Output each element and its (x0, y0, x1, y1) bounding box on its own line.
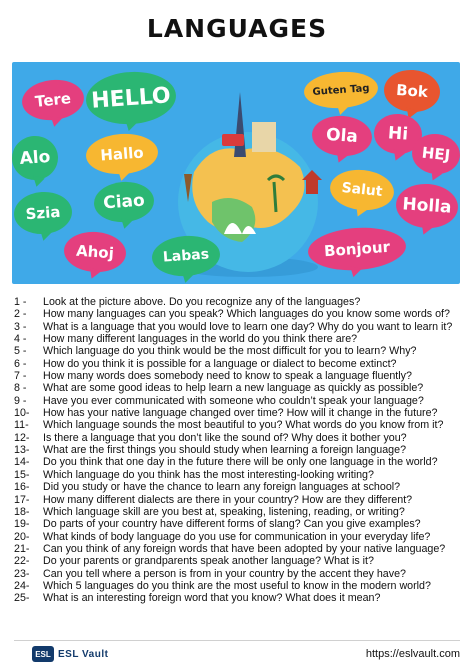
question-number: 21- (14, 542, 30, 555)
question-item (14, 456, 470, 468)
greeting-text: Szia (25, 202, 61, 224)
question-number: 25- (14, 592, 30, 605)
question-text: What is a language that you would love to learn one day? Why do you want to learn it? (43, 320, 453, 333)
question-item (14, 407, 470, 419)
question-item (14, 531, 470, 543)
footer-divider (14, 640, 460, 641)
question-number: 1 - (14, 296, 27, 308)
greeting-text: Ahoj (75, 241, 115, 263)
question-number: 3 - (14, 320, 27, 333)
question-number: 18- (14, 505, 30, 518)
esl-vault-logo: ESL (32, 646, 54, 662)
question-number: 24- (14, 579, 30, 592)
question-item (14, 469, 470, 481)
question-text: What are some good ideas to help learn a new language as quickly as possible? (43, 382, 424, 395)
question-text: Which 5 languages do you think are the most useful to know in the modern world? (43, 579, 431, 592)
question-text: What kinds of body language do you use for communication in your everyday life? (43, 530, 431, 543)
question-item (14, 345, 470, 357)
greeting-text: Hi (387, 123, 409, 145)
question-number: 20- (14, 530, 30, 543)
greeting-text: Holla (401, 194, 453, 218)
question-number: 7 - (14, 370, 27, 383)
question-number: 8 - (14, 382, 27, 395)
greeting-text: Guten Tag (312, 82, 370, 98)
question-item (14, 592, 470, 604)
greeting-text: Salut (340, 179, 384, 201)
question-item (14, 333, 470, 345)
question-number: 5 - (14, 345, 27, 358)
languages-illustration (12, 62, 460, 284)
question-item (14, 296, 470, 308)
question-text: What are the first things you should study when learning a foreign language? (43, 444, 407, 457)
question-item (14, 506, 470, 518)
question-item (14, 358, 470, 370)
question-number: 6 - (14, 357, 27, 370)
question-number: 4 - (14, 333, 27, 346)
question-text: How has your native language changed over time? How will it change in the future? (43, 407, 438, 420)
question-item (14, 382, 470, 394)
question-text: Which language sounds the most beautiful to you? What words do you know from it? (43, 419, 444, 432)
question-item (14, 568, 470, 580)
question-item (14, 395, 470, 407)
question-item (14, 432, 470, 444)
greeting-text: Ciao (102, 190, 146, 214)
question-text: Do parts of your country have different forms of slang? Can you give examples? (43, 518, 421, 531)
eiffel-tower-icon (234, 92, 246, 157)
greeting-text: HEJ (420, 143, 452, 165)
question-item (14, 518, 470, 530)
website-link[interactable]: https://eslvault.com (365, 648, 460, 660)
question-text: How many different languages in the world do you think there are? (43, 333, 358, 346)
question-item (14, 370, 470, 382)
brand-name: ESL Vault (58, 649, 109, 660)
greeting-text: Tere (34, 89, 72, 111)
question-number: 14- (14, 456, 30, 469)
question-text: What is an interesting foreign word that you know? What does it mean? (43, 592, 381, 605)
question-text: How do you think it is possible for a language or dialect to become extinct? (43, 357, 397, 370)
question-text: Do your parents or grandparents speak another language? What is it? (43, 555, 374, 568)
question-number: 22- (14, 555, 30, 568)
greeting-text: Bok (395, 80, 429, 102)
question-text: Can you tell where a person is from in your country by the accent they have? (43, 567, 406, 580)
greeting-text: Alo (18, 146, 51, 170)
question-text: Which language skill are you best at, speaking, listening, reading, or writing? (43, 505, 405, 518)
question-item (14, 444, 470, 456)
question-item (14, 494, 470, 506)
question-text: Look at the picture above. Do you recognize any of the languages? (43, 296, 361, 308)
question-text: How many words does somebody need to know to speak a language fluently? (43, 370, 412, 383)
question-number: 15- (14, 468, 30, 481)
question-text: Do you think that one day in the future there will be only one language in the world? (43, 456, 438, 469)
greeting-text: Labas (162, 246, 210, 266)
questions-list (14, 296, 470, 605)
building-icon (252, 122, 276, 152)
question-item (14, 555, 470, 567)
footer (0, 640, 474, 669)
question-text: Which language do you think would be the most difficult for you to learn? Why? (43, 345, 417, 358)
greeting-text: Bonjour (323, 237, 391, 261)
question-number: 9 - (14, 394, 27, 407)
question-number: 19- (14, 518, 30, 531)
greeting-text: Hallo (99, 143, 145, 165)
question-item (14, 481, 470, 493)
question-text: How many languages can you speak? Which languages do you know some words of? (43, 308, 450, 321)
question-item (14, 419, 470, 431)
greeting-text: Ola (325, 124, 359, 148)
question-number: 13- (14, 444, 30, 457)
page-title: LANGUAGES (146, 14, 328, 43)
bus-icon (222, 134, 244, 146)
question-item (14, 580, 470, 592)
question-number: 16- (14, 481, 30, 494)
question-text: Can you think of any foreign words that have been adopted by your native language? (43, 542, 446, 555)
question-number: 2 - (14, 308, 27, 321)
question-text: How many different dialects are there in your country? How are they different? (43, 493, 413, 506)
question-text: Did you study or have the chance to learn any foreign languages at school? (43, 481, 401, 494)
question-item (14, 308, 470, 320)
question-text: Have you ever communicated with someone who couldn’t speak your language? (43, 394, 424, 407)
greeting-text: HELLO (90, 82, 172, 114)
question-number: 10- (14, 407, 30, 420)
question-number: 11- (14, 419, 29, 432)
question-text: Which language do you think has the most interesting-looking writing? (43, 468, 374, 481)
question-number: 12- (14, 431, 30, 444)
question-number: 23- (14, 567, 30, 580)
question-item (14, 321, 470, 333)
question-text: Is there a language that you don’t like the sound of? Why does it bother you? (43, 431, 407, 444)
question-item (14, 543, 470, 555)
question-number: 17- (14, 493, 30, 506)
